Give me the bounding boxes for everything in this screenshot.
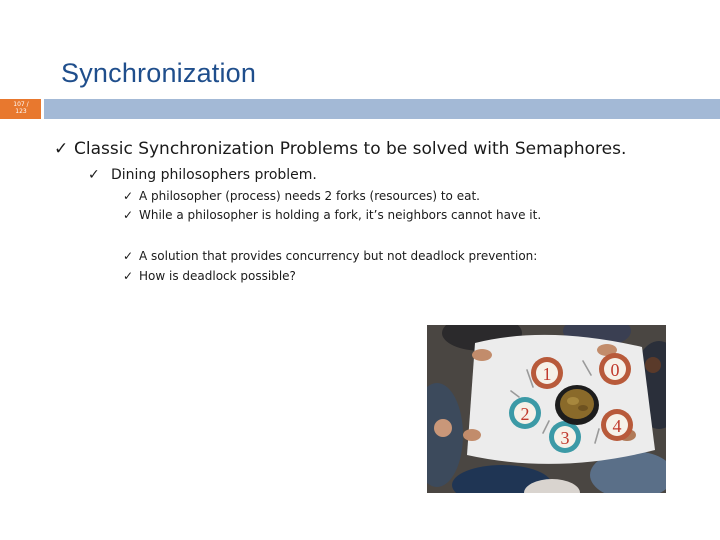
bullet-level3 <box>123 208 541 222</box>
slide-number: 107 / 123 <box>13 101 29 115</box>
bullet-text: While a philosopher is holding a fork, it’s neighbors cannot have it. <box>139 208 542 222</box>
bullet-text: A solution that provides concurrency but not deadlock prevention: <box>139 249 538 263</box>
bullet-level2 <box>88 167 317 183</box>
check-icon: ✓ <box>123 208 134 222</box>
bullet-text: How is deadlock possible? <box>139 269 296 283</box>
plate-label-2: 2 <box>520 404 530 424</box>
check-icon: ✓ <box>54 139 69 159</box>
check-icon: ✓ <box>123 249 134 263</box>
slide-title: Synchronization <box>61 58 257 88</box>
plate-label-4: 4 <box>612 416 622 436</box>
bullet-text: Classic Synchronization Problems to be solved with Semaphores. <box>74 139 627 159</box>
plate-label-0: 0 <box>610 360 620 380</box>
food-pot <box>555 385 599 425</box>
title-bar <box>44 99 720 119</box>
check-icon: ✓ <box>88 167 100 183</box>
dining-philosophers-photo <box>427 325 666 493</box>
bullet-level3 <box>123 269 296 283</box>
bullet-level3 <box>123 189 480 203</box>
bullet-level3 <box>123 249 537 263</box>
bullet-level1 <box>54 139 626 159</box>
plate-label-1: 1 <box>542 364 552 384</box>
plate-label-3: 3 <box>560 428 570 448</box>
check-icon: ✓ <box>123 269 134 283</box>
check-icon: ✓ <box>123 189 134 203</box>
bullet-text: Dining philosophers problem. <box>111 167 317 183</box>
bullet-text: A philosopher (process) needs 2 forks (resources) to eat. <box>139 189 480 203</box>
photo-illustration <box>427 325 666 493</box>
